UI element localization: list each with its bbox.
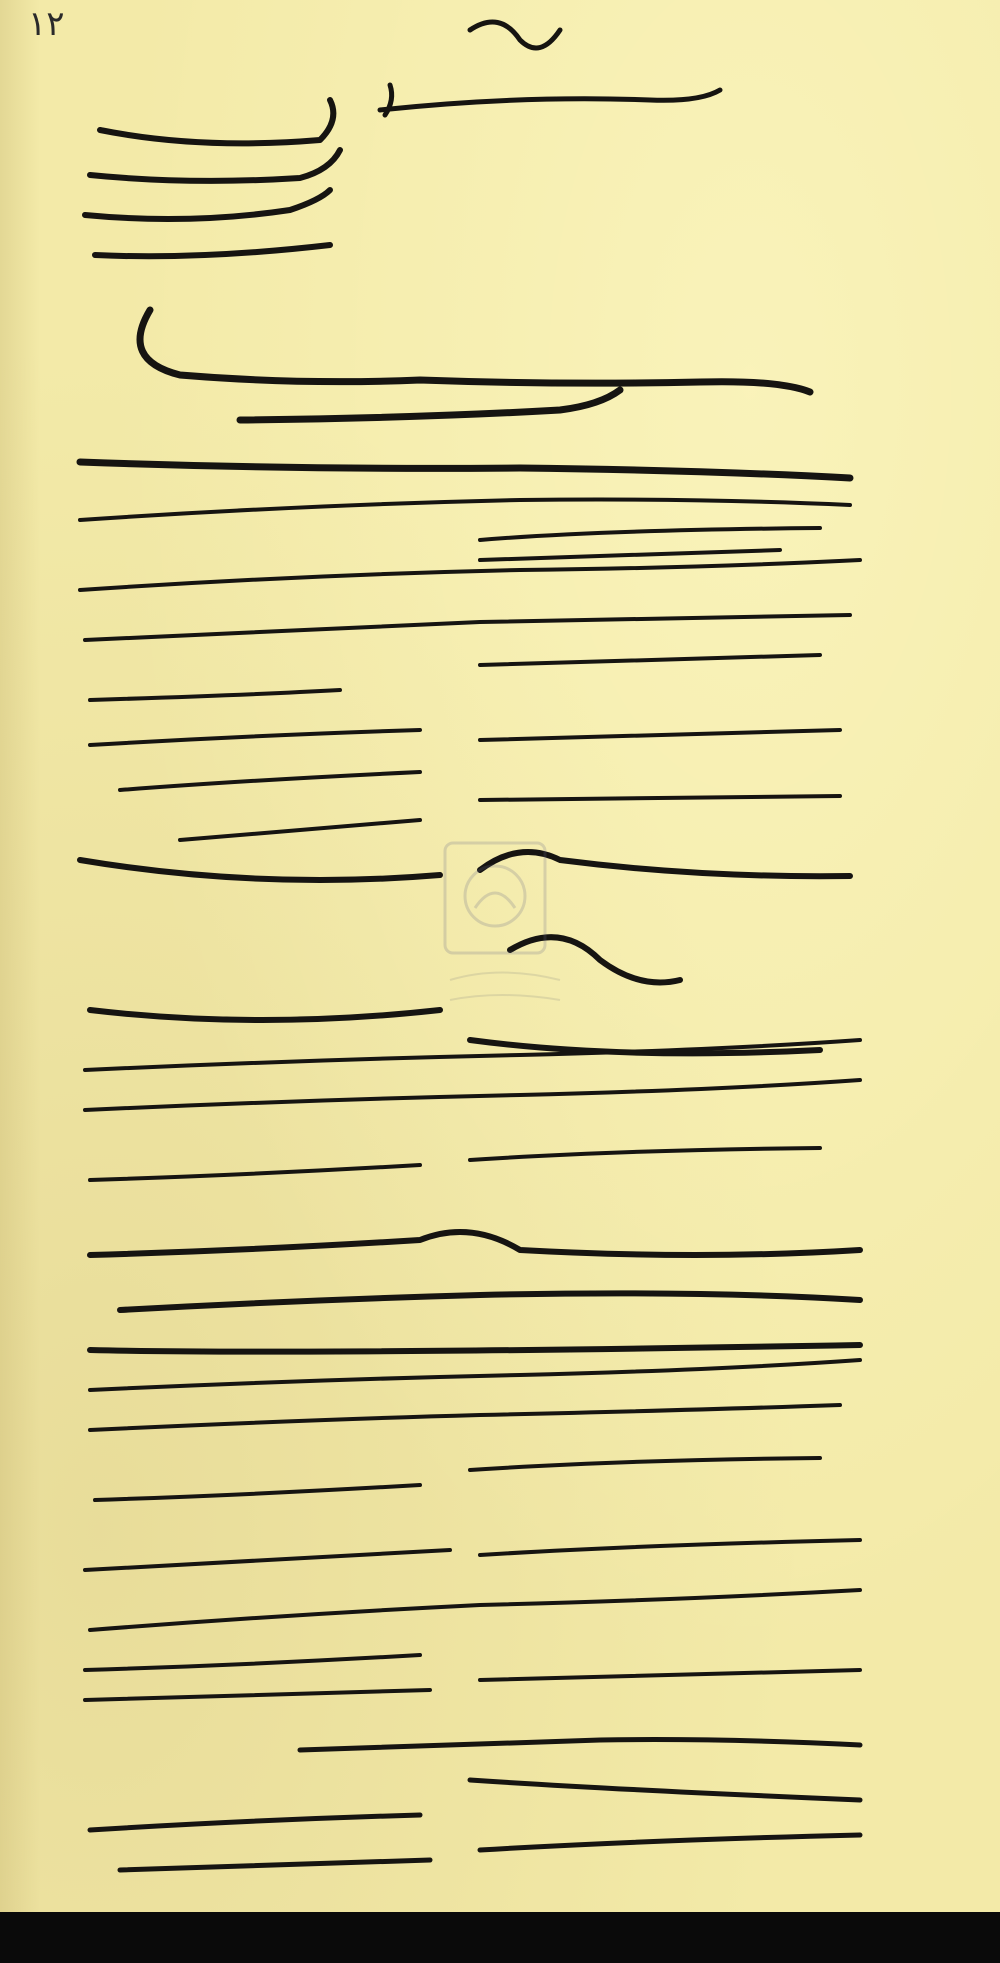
left-header-lines	[85, 100, 340, 256]
body-flourishes-2	[90, 1232, 860, 1352]
body-lower	[85, 1360, 860, 1700]
heading-block	[380, 22, 720, 115]
body-upper	[80, 500, 860, 840]
folio-number: ۱۲	[28, 4, 65, 44]
body-bottom	[90, 1740, 860, 1870]
title-flourish	[80, 310, 850, 478]
archive-watermark-icon	[440, 960, 570, 1020]
body-middle	[85, 1040, 860, 1180]
library-stamp-icon	[440, 838, 550, 958]
bottom-black-band	[0, 1912, 1000, 1963]
